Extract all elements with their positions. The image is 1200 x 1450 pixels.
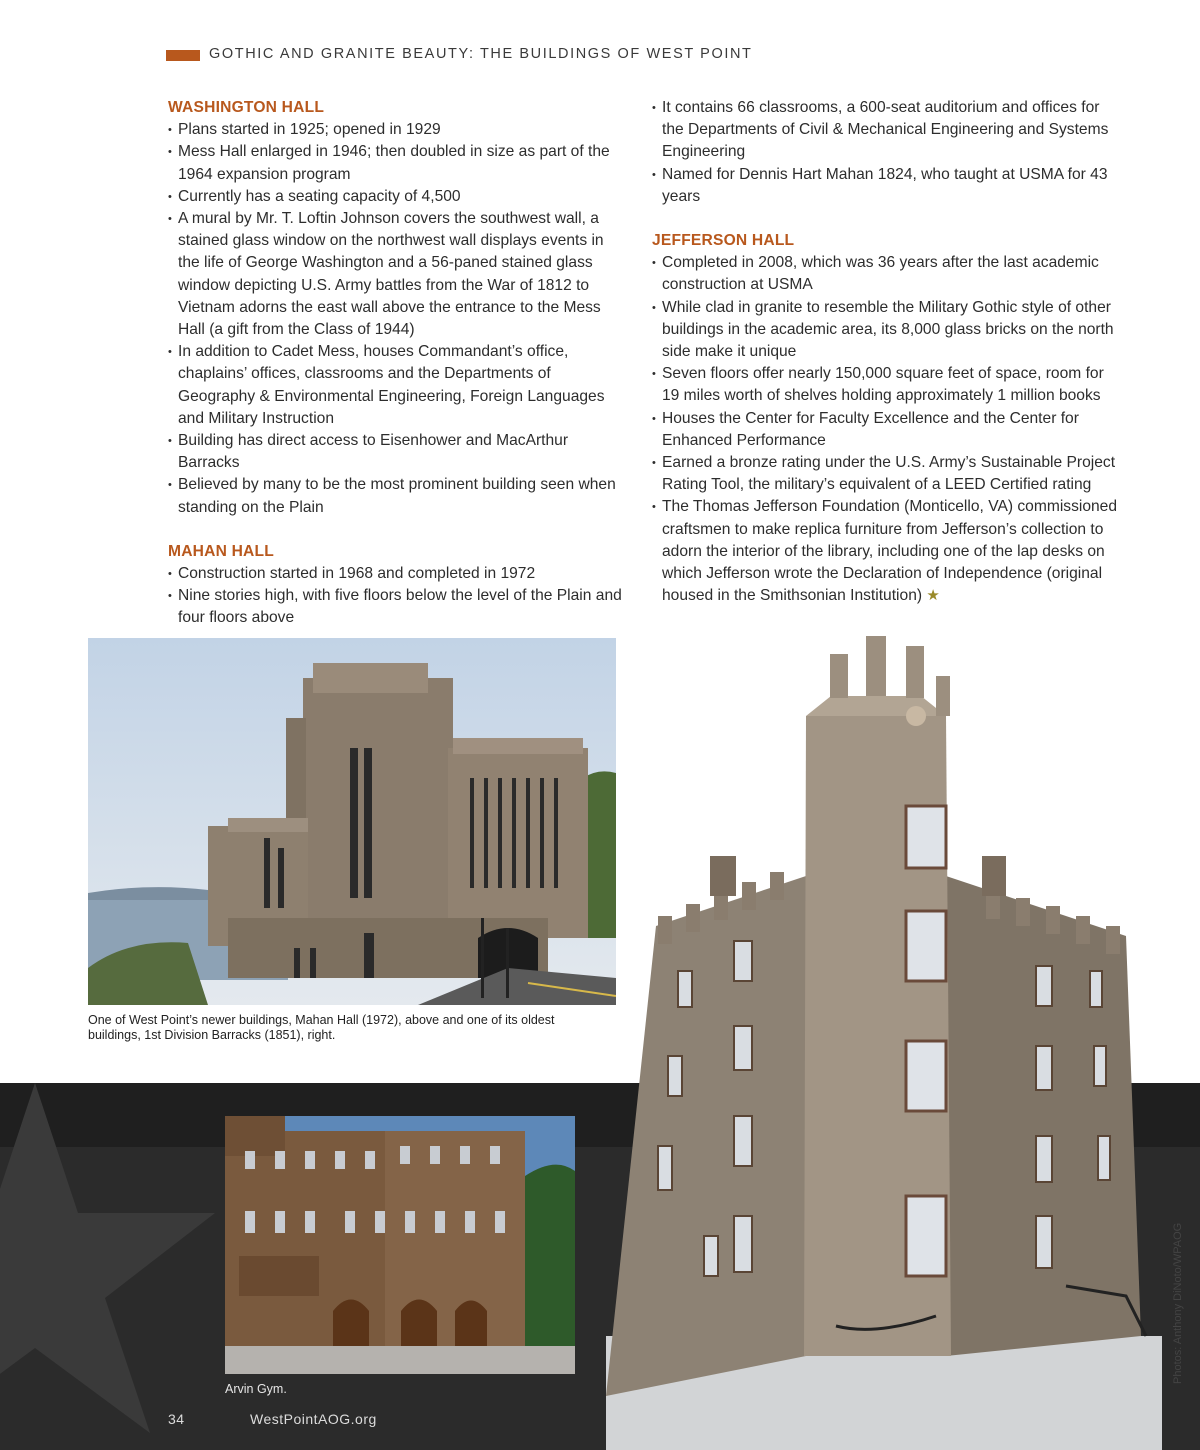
list-item: • Currently has a seating capacity of 4,500 [168, 186, 628, 208]
washington-hall-list [168, 119, 628, 519]
list-item: • Plans started in 1925; opened in 1929 [168, 119, 628, 141]
list-item: • Seven floors offer nearly 150,000 square feet of space, room for 19 miles worth of shelves holding approximately 1 million books [652, 363, 1122, 407]
header-accent-bar [166, 50, 200, 61]
running-header: GOTHIC AND GRANITE BEAUTY: THE BUILDINGS OF WEST POINT [209, 46, 753, 62]
list-item: • Building has direct access to Eisenhower and MacArthur Barracks [168, 430, 628, 474]
list-item: • Believed by many to be the most prominent building seen when standing on the Plain [168, 474, 628, 518]
list-item: • While clad in granite to resemble the Military Gothic style of other buildings in the academic area, its 8,000 glass bricks on the north side make it unique [652, 297, 1122, 364]
section-heading-jefferson-hall: JEFFERSON HALL [652, 232, 795, 250]
mahan-hall-photo-caption: One of West Point’s newer buildings, Mahan Hall (1972), above and one of its oldest buildings, 1st Division Barracks (1851), right. [88, 1013, 555, 1042]
mahan-hall-photo [88, 638, 616, 1005]
list-item: • Houses the Center for Faculty Excellence and the Center for Enhanced Performance [652, 408, 1122, 452]
list-item-text: The Thomas Jefferson Foundation (Monticello, VA) commissioned craftsmen to make replica furniture from Jefferson’s collection to adorn the interior of the library, including one of the lap desks on which Jefferson wrote the Declaration of Independence (original housed in the Smithsonian Institution) [662, 498, 1118, 605]
arvin-gym-photo [225, 1116, 575, 1374]
list-item: • It contains 66 classrooms, a 600-seat auditorium and offices for the Departments of Civil & Mechanical Engineering and Systems Engineering [652, 97, 1122, 164]
list-item: • A mural by Mr. T. Loftin Johnson covers the southwest wall, a stained glass window on the northwest wall displays events in the life of George Washington and a 56-paned stained glass window depicting U.S. Army battles from the War of 1812 to Vietnam adorns the east wall above the entrance to the Mess Hall (a gift from the Class of 1944) [168, 208, 628, 341]
jefferson-hall-list [652, 252, 1122, 607]
mahan-hall-list [168, 563, 628, 630]
list-item: • Earned a bronze rating under the U.S. Army’s Sustainable Project Rating Tool, the military’s equivalent of a LEED Certified rating [652, 452, 1122, 496]
arvin-gym-caption: Arvin Gym. [225, 1382, 287, 1396]
photo-credit: Photos: Anthony DiNoto/WPAOG [1172, 1222, 1184, 1384]
barracks-tower-photo [606, 636, 1162, 1450]
end-star-icon: ★ [926, 587, 940, 605]
page-number: 34 [168, 1411, 185, 1427]
right-column [652, 97, 1122, 607]
section-heading-mahan-hall: MAHAN HALL [168, 542, 274, 560]
background-star-icon [0, 1083, 260, 1450]
list-item: • Mess Hall enlarged in 1946; then doubled in size as part of the 1964 expansion program [168, 141, 628, 185]
list-item: • In addition to Cadet Mess, houses Commandant’s office, chaplains’ offices, classrooms and the Departments of Geography & Environmental Engineering, Foreign Languages and Military Instruction [168, 341, 628, 430]
site-url: WestPointAOG.org [250, 1411, 377, 1427]
mahan-hall-list-continued [652, 97, 1122, 208]
list-item: • Construction started in 1968 and completed in 1972 [168, 563, 628, 585]
list-item: • Completed in 2008, which was 36 years after the last academic construction at USMA [652, 252, 1122, 296]
list-item: • Named for Dennis Hart Mahan 1824, who taught at USMA for 43 years [652, 164, 1122, 208]
list-item [652, 496, 1122, 607]
list-item: • Nine stories high, with five floors below the level of the Plain and four floors above [168, 585, 628, 629]
left-column [168, 97, 628, 630]
section-heading-washington-hall: WASHINGTON HALL [168, 99, 325, 116]
